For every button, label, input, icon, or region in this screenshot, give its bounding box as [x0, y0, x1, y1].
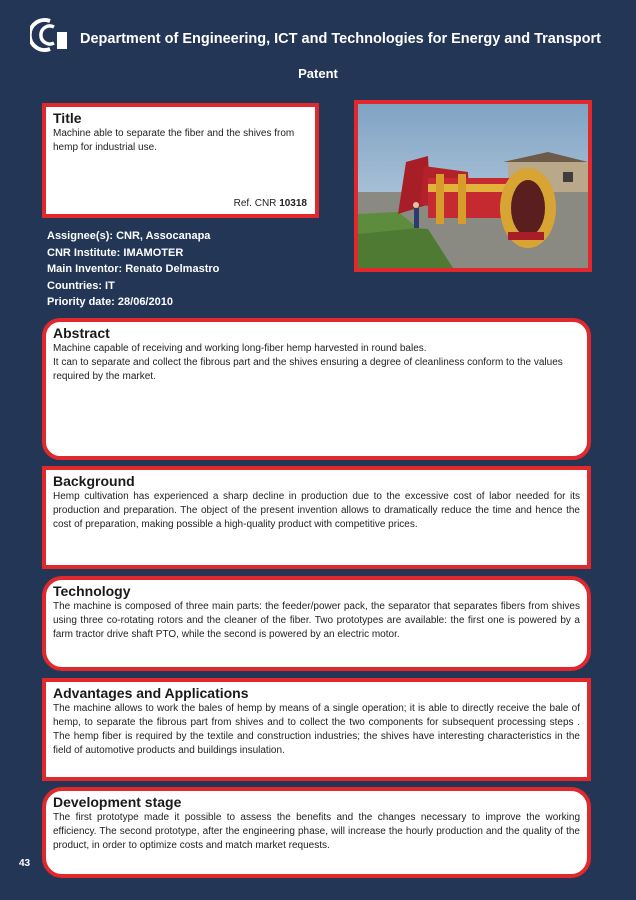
technology-heading: Technology — [53, 583, 131, 599]
background-text: Hemp cultivation has experienced a sharp decline in production due to the excessive cost of labor needed for its production and preparation. The object of the present invention allows to dramatically reduce the time and hence the cost of preparation, making possible a high-quality product with competitive prices. — [53, 491, 580, 530]
advantages-text: The machine allows to work the bales of hemp by means of a single operation; it is able to directly receive the bale of hemp, to separate the fibrous part from shives and to collect the two components for subsequent processing steps . The hemp fiber is required by the textile and construction industries; the shives have interesting characteristics in the field of automotive products and buildings insulation. — [53, 703, 580, 756]
development-text: The first prototype made it possible to assess the benefits and the changes necessary to improve the working efficiency. The second prototype, after the engineering phase, will increase the hourly production and the quality of the product, in order to optimize costs and match market requests. — [53, 812, 580, 851]
abstract-box — [42, 318, 591, 460]
page-number: 43 — [19, 858, 31, 869]
priority-date: Priority date: 28/06/2010 — [47, 296, 173, 308]
department-title: Department of Engineering, ICT and Technologies for Energy and Transport — [80, 31, 601, 47]
advantages-box — [42, 678, 591, 781]
inventor: Main Inventor: Renato Delmastro — [47, 263, 220, 275]
reference — [234, 198, 307, 209]
development-heading: Development stage — [53, 794, 182, 810]
background-heading: Background — [53, 473, 135, 489]
countries: Countries: IT — [47, 279, 115, 292]
title-text: Machine able to separate the fiber and the shives from hemp for industrial use. — [53, 128, 295, 153]
title-heading: Title — [53, 110, 82, 126]
title-box — [42, 103, 319, 218]
assignee: Assignee(s): CNR, Assocanapa — [47, 230, 211, 242]
advantages-heading: Advantages and Applications — [53, 685, 249, 701]
machine-photo — [354, 100, 592, 272]
technology-text: The machine is composed of three main parts: the feeder/power pack, the separator that separates fibers from shives using three co-rotating rotors and the cleaner of the fiber. Two prototypes are available: the first one is powered by a farm tractor drive shaft PTO, while the second is powered by an electric motor. — [53, 601, 580, 640]
reference-label: Ref. CNR — [233, 198, 277, 209]
abstract-text-2: It can to separate and collect the fibrous part and the shives ensuring a degree of cleanliness conform to the values required by the market. — [53, 357, 563, 382]
reference-number: 10318 — [279, 198, 307, 209]
development-box — [42, 787, 591, 878]
institute: CNR Institute: IMAMOTER — [47, 246, 184, 259]
machine-photo-illustration — [358, 104, 588, 268]
cnr-logo-icon — [30, 18, 70, 52]
patent-metadata — [47, 228, 219, 311]
abstract-text: Machine capable of receiving and working long-fiber hemp harvested in round bales. — [53, 343, 427, 354]
technology-box — [42, 576, 591, 671]
abstract-heading: Abstract — [53, 325, 110, 341]
document-kind: Patent — [298, 66, 338, 81]
background-box — [42, 466, 591, 569]
